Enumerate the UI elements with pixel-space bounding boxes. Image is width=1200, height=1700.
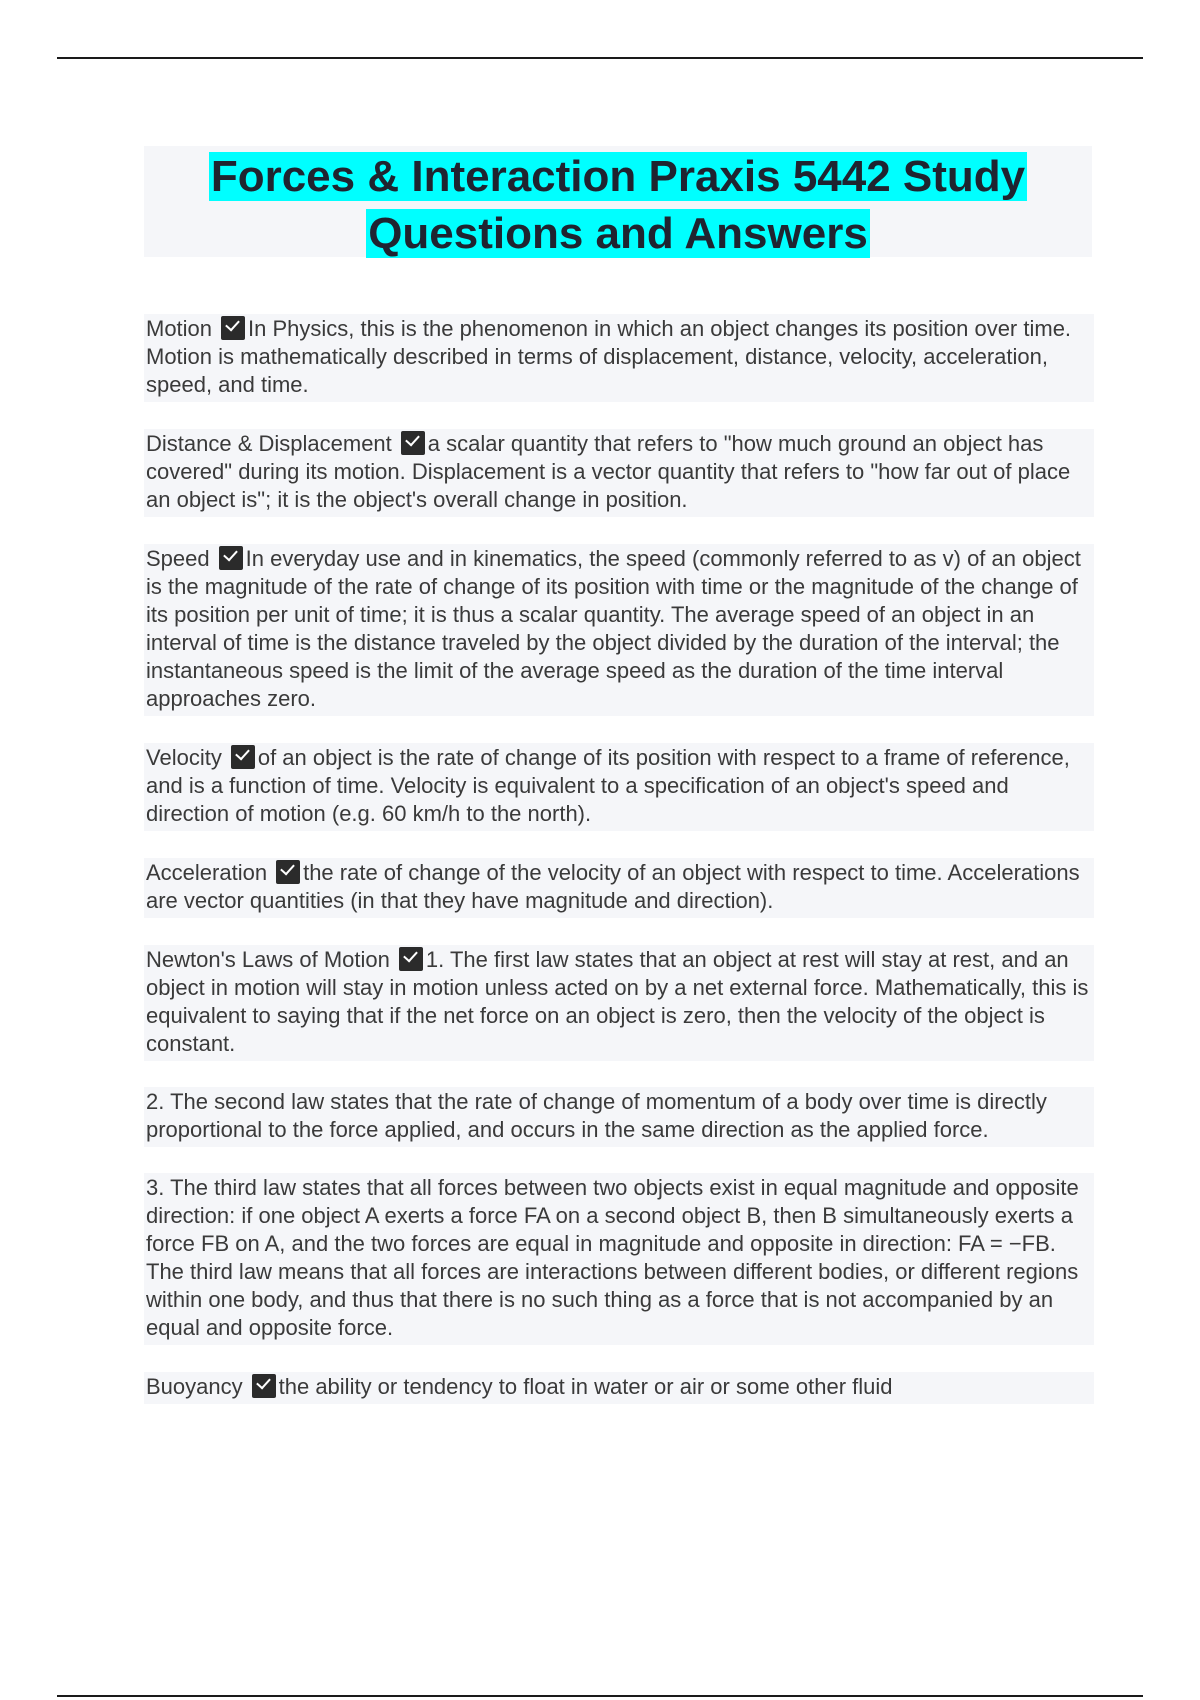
qa-entry-speed xyxy=(144,544,1094,716)
entry-term: Acceleration xyxy=(146,860,268,885)
title-block xyxy=(144,146,1092,257)
qa-entry-distance-displacement xyxy=(144,429,1094,517)
checkbox-checked-icon xyxy=(399,947,423,971)
title-line-2: Questions and Answers xyxy=(368,209,868,258)
document-title xyxy=(144,146,1092,262)
qa-entry-newtons-laws xyxy=(144,945,1094,1061)
title-line-1: Forces & Interaction Praxis 5442 Study xyxy=(210,152,1026,201)
paragraph-text: 3. The third law states that all forces between two objects exist in equal magnitude and opposite direction: if one object A exerts a force FA on a second object B, then B simultaneously exerts a force FB on A, and the two forces are equal in magnitude and opposite in direction: FA = −FB. The third law means that all forces are interactions between different bodies, or different regions within one body, and thus that there is no such thing as a force that is not accompanied by an equal and opposite force. xyxy=(146,1175,1079,1340)
entry-definition: In Physics, this is the phenomenon in which an object changes its position over time. Motion is mathematically described in terms of displacement, distance, velocity, acceleration, speed, and time. xyxy=(146,316,1072,397)
header-rule xyxy=(57,57,1143,59)
entry-definition: 1. The first law states that an object at rest will stay at rest, and an object in motion will stay in motion unless acted on by a net external force. Mathematically, this is equivalent to saying that if the net force on an object is zero, then the velocity of the object is constant. xyxy=(146,947,1089,1056)
qa-entry-acceleration xyxy=(144,858,1094,918)
entry-term: Newton's Laws of Motion xyxy=(146,947,390,972)
qa-list xyxy=(144,314,1094,1431)
checkbox-checked-icon xyxy=(401,431,425,455)
checkbox-checked-icon xyxy=(231,745,255,769)
entry-definition: In everyday use and in kinematics, the speed (commonly referred to as v) of an object is the magnitude of the rate of change of its position with time or the magnitude of the change of its position per unit of time; it is thus a scalar quantity. The average speed of an object in an interval of time is the distance traveled by the object divided by the duration of the interval; the instantaneous speed is the limit of the average speed as the duration of the time interval approaches zero. xyxy=(146,546,1081,711)
entry-definition: the rate of change of the velocity of an object with respect to time. Accelerations are vector quantities (in that they have magnitude and direction). xyxy=(146,860,1080,913)
newtons-third-law-paragraph xyxy=(144,1173,1094,1345)
qa-entry-buoyancy xyxy=(144,1372,1094,1404)
entry-term: Distance & Displacement xyxy=(146,431,392,456)
entry-term: Buoyancy xyxy=(146,1374,243,1399)
checkbox-checked-icon xyxy=(221,316,245,340)
entry-definition: the ability or tendency to float in water or air or some other fluid xyxy=(278,1374,893,1399)
footer-rule xyxy=(57,1695,1143,1697)
entry-term: Velocity xyxy=(146,745,222,770)
qa-entry-motion xyxy=(144,314,1094,402)
entry-definition: a scalar quantity that refers to "how much ground an object has covered" during its motion. Displacement is a vector quantity that refers to "how far out of place an object is"; it is the object's overall change in position. xyxy=(146,431,1071,512)
newtons-second-law-paragraph xyxy=(144,1087,1094,1147)
entry-term: Motion xyxy=(146,316,213,341)
entry-term: Speed xyxy=(146,546,210,571)
qa-entry-velocity xyxy=(144,743,1094,831)
entry-definition: of an object is the rate of change of its position with respect to a frame of reference, and is a function of time. Velocity is equivalent to a specification of an object's speed and direction of motion (e.g. 60 km/h to the north). xyxy=(146,745,1070,826)
checkbox-checked-icon xyxy=(276,860,300,884)
paragraph-text: 2. The second law states that the rate of change of momentum of a body over time is directly proportional to the force applied, and occurs in the same direction as the applied force. xyxy=(146,1089,1047,1142)
checkbox-checked-icon xyxy=(252,1374,276,1398)
checkbox-checked-icon xyxy=(219,546,243,570)
